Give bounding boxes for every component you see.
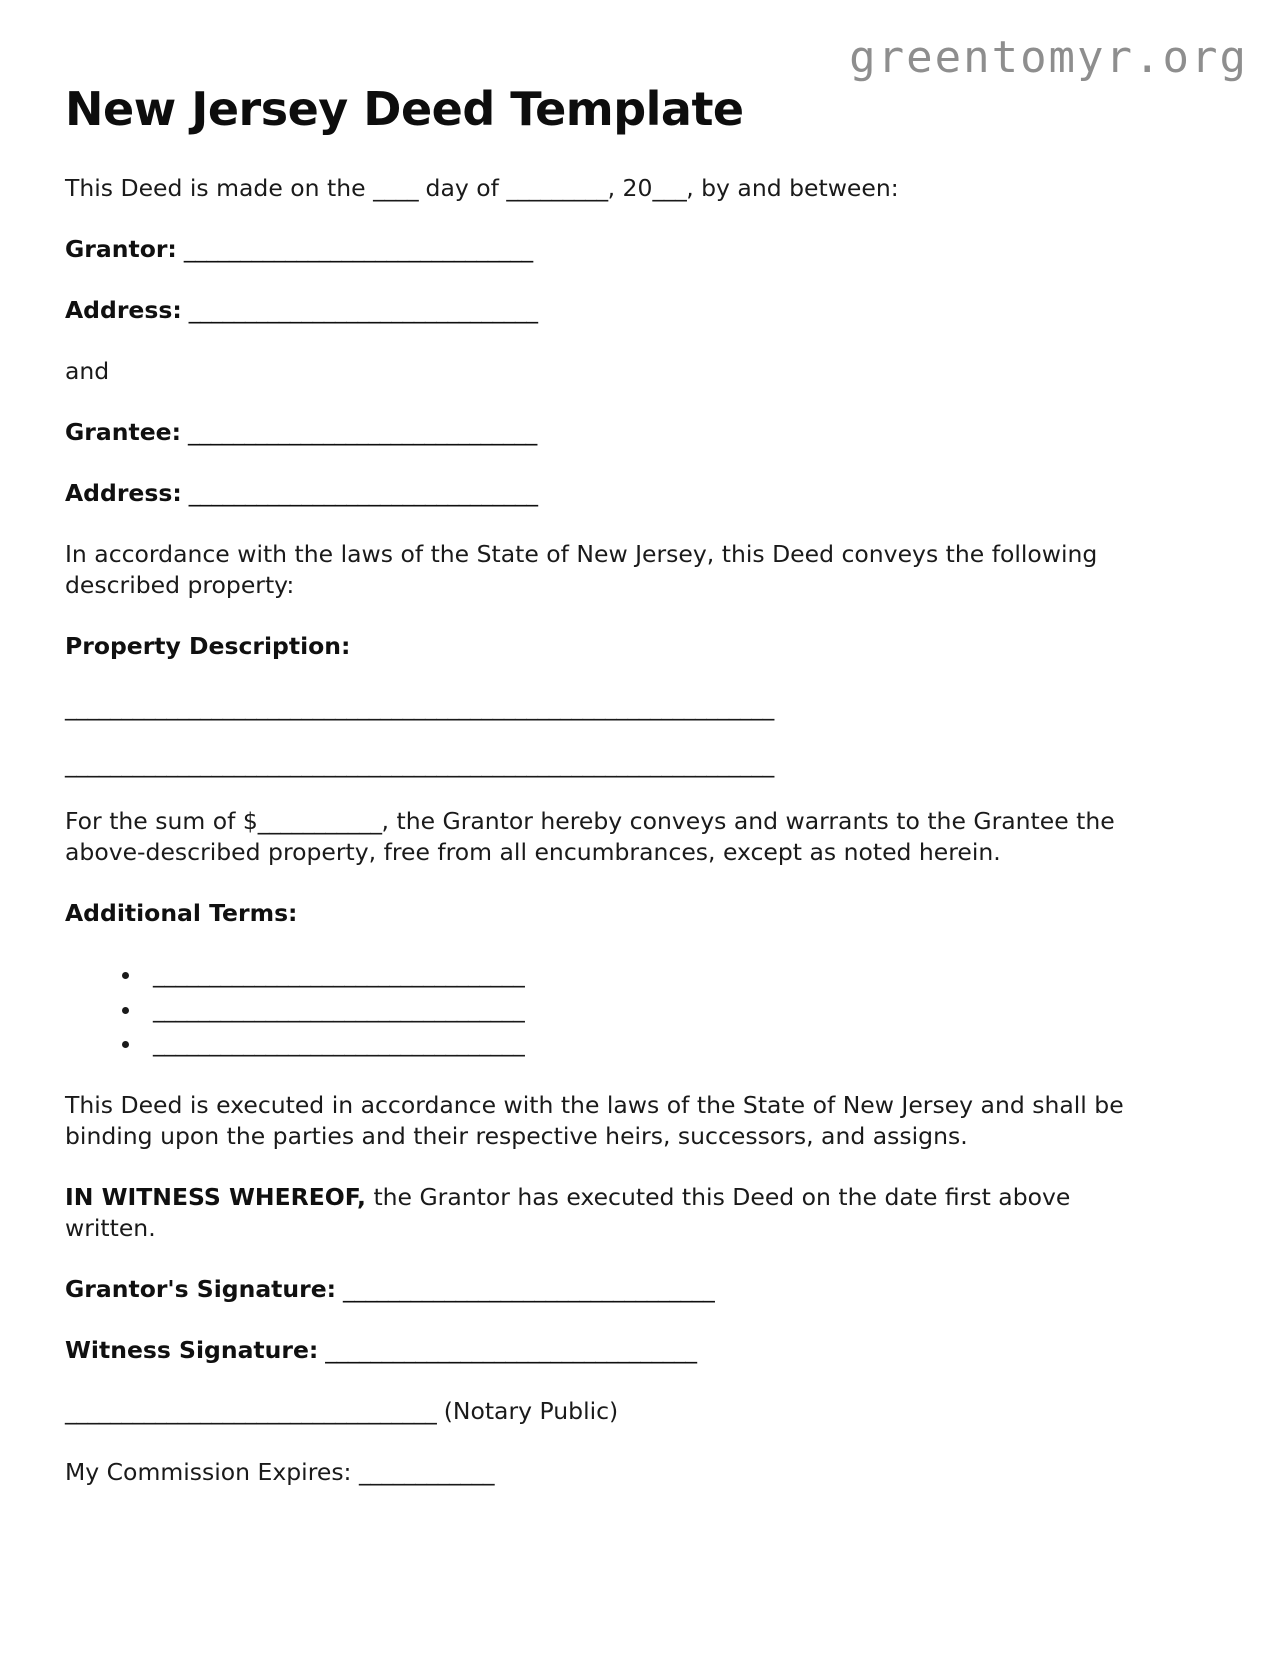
witness-signature-field [65, 1335, 1151, 1366]
conveyance-paragraph: In accordance with the laws of the State of New Jersey, this Deed conveys the following described property: [65, 539, 1098, 599]
notary-public-label: (Notary Public) [436, 1397, 619, 1426]
additional-terms-label: Additional Terms: [65, 898, 298, 927]
witness-signature-blank[interactable]: _________________________________ [318, 1336, 697, 1365]
intro-text-part-4: , by and between: [686, 173, 899, 202]
consideration-text-part-2: , the Grantor hereby conveys and warrants to the Grantee the above-described property, free from all encumbrances, except as noted herein. [65, 806, 1115, 866]
witness-whereof-paragraph [65, 1182, 1151, 1244]
witness-whereof-bold: IN WITNESS WHEREOF, [65, 1183, 366, 1211]
grantor-address-label: Address: [65, 295, 182, 324]
document-content [65, 84, 1151, 1518]
consideration-text-part-1: For the sum of $ [65, 806, 258, 835]
grantee-label: Grantee: [65, 417, 181, 446]
consideration-paragraph [65, 806, 1151, 868]
property-description-blank-line-2[interactable]: _______________________________________________________________ [65, 749, 774, 778]
list-item[interactable]: • _________________________________ [143, 994, 1151, 1026]
property-description-blank-line-1[interactable]: _______________________________________________________________ [65, 692, 774, 721]
grantee-address-input-blank[interactable]: _______________________________ [181, 478, 538, 507]
month-blank[interactable]: _________ [506, 173, 608, 202]
intro-paragraph [65, 173, 1151, 204]
intro-text-part-3: , 20 [607, 173, 653, 202]
notary-signature-blank[interactable]: _________________________________ [65, 1397, 437, 1426]
grantor-address-input-blank[interactable]: _______________________________ [181, 295, 538, 324]
execution-paragraph: This Deed is executed in accordance with the laws of the State of New Jersey and shall be binding upon the parties and their respective heirs, successors, and assigns. [65, 1090, 1124, 1150]
grantee-field [65, 417, 1151, 448]
grantor-field [65, 234, 1151, 265]
grantor-signature-label: Grantor's Signature: [65, 1275, 337, 1304]
intro-text-part-1: This Deed is made on the [65, 173, 374, 202]
intro-text-part-2: day of [418, 173, 507, 202]
grantor-label: Grantor: [65, 234, 177, 263]
list-item[interactable]: • _________________________________ [143, 959, 1151, 991]
day-blank[interactable]: ____ [373, 173, 419, 202]
grantee-address-field [65, 478, 1151, 509]
grantor-address-field [65, 295, 1151, 326]
page-title: New Jersey Deed Template [65, 82, 744, 136]
grantor-input-blank[interactable]: _______________________________ [176, 234, 533, 263]
witness-whereof-rest: the Grantor has executed this Deed on the date first above written. [65, 1183, 1071, 1243]
commission-expires-blank[interactable]: ____________ [358, 1458, 494, 1487]
year-blank[interactable]: ___ [652, 173, 687, 202]
list-item[interactable]: • _________________________________ [143, 1028, 1151, 1060]
witness-signature-label: Witness Signature: [65, 1336, 319, 1365]
grantor-signature-blank[interactable]: _________________________________ [336, 1275, 715, 1304]
sum-amount-blank[interactable]: ___________ [257, 806, 382, 835]
grantor-signature-field [65, 1274, 1151, 1305]
conjunction-and: and [65, 356, 110, 385]
commission-expires-label: My Commission Expires: [65, 1458, 359, 1487]
additional-terms-list [65, 959, 1151, 1060]
grantee-input-blank[interactable]: _______________________________ [180, 417, 537, 446]
grantee-address-label: Address: [65, 478, 182, 507]
property-description-label: Property Description: [65, 631, 351, 660]
site-watermark: greentomyr.org [849, 32, 1248, 83]
commission-expires-field [65, 1457, 1151, 1488]
notary-public-field [65, 1396, 1151, 1427]
